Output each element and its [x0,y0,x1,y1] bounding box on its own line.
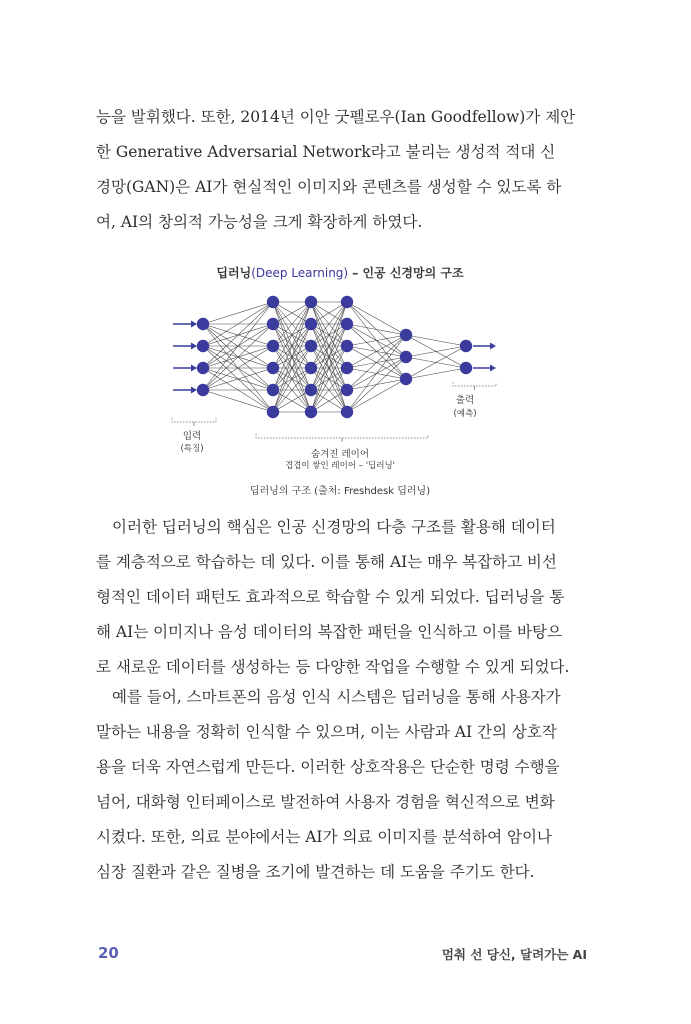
network-edge [347,335,406,368]
network-node [305,340,317,352]
input-label: 입력 [182,431,202,442]
network-node [341,362,353,374]
network-node [267,384,279,396]
paragraph-3 [96,680,586,890]
network-node [197,384,209,396]
network-edge [406,335,466,346]
text-line: 여, AI의 창의적 가능성을 크게 확장하게 하였다. [96,213,423,231]
paragraph-1 [96,100,586,240]
text-line: 시켰다. 또한, 의료 분야에서는 AI가 의료 이미지를 분석하여 암이나 [96,828,552,846]
input-arrow-head [191,343,197,350]
network-node [267,406,279,418]
network-node [305,362,317,374]
network-node [341,384,353,396]
network-node [305,318,317,330]
network-node [267,362,279,374]
network-edge [406,368,466,379]
text-line: 능을 발휘했다. 또한, 2014년 이안 굿펠로우(Ian Goodfellow)가 제안 [96,108,576,126]
hidden-layer-label: 숨겨진 레이어 [310,449,370,460]
hidden-bracket [256,434,428,438]
network-edge [203,302,273,324]
network-edge [347,357,406,412]
output-label: 출력 [455,395,475,406]
text-line: 심장 질환과 같은 질병을 조기에 발견하는 데 도움을 주기도 한다. [96,863,535,881]
output-bracket [453,382,496,386]
network-node [267,318,279,330]
network-node [197,340,209,352]
network-node [341,296,353,308]
network-edge [347,335,406,346]
network-node [400,351,412,363]
input-arrow-head [191,321,197,328]
text-line: 를 계층적으로 학습하는 데 있다. 이를 통해 AI는 매우 복잡하고 비선 [96,553,557,571]
network-edge [347,335,406,390]
text-line: 한 Generative Adversarial Network라고 불리는 생성적 적대 신 [96,143,556,161]
text-line: 이러한 딥러닝의 핵심은 인공 신경망의 다층 구조를 활용해 데이터 [112,518,556,536]
network-node [341,318,353,330]
figure-title: 딥러닝(Deep Learning) – 인공 신경망의 구조 [216,266,464,280]
network-node [460,340,472,352]
network-node [341,340,353,352]
input-sub-label: (특징) [180,444,204,454]
network-node [267,340,279,352]
neural-network-figure [160,262,520,502]
network-edge [347,302,406,335]
output-arrow-head [490,343,496,350]
network-node [400,329,412,341]
network-node [197,362,209,374]
page-number: 20 [98,944,119,962]
hidden-layer-sub-label: 겹겹이 쌓인 레이어 – '딥러닝' [284,461,396,471]
network-node [197,318,209,330]
network-node [400,373,412,385]
network-node [267,296,279,308]
network-node [305,406,317,418]
text-line: 경망(GAN)은 AI가 현실적인 이미지와 콘텐츠를 생성할 수 있도록 하 [96,178,562,196]
network-node [341,406,353,418]
figure-caption: 딥러닝의 구조 (출처: Freshdesk 딥러닝) [249,486,431,497]
output-sub-label: (예측) [453,409,477,419]
network-edge [347,335,406,412]
input-bracket [172,418,216,422]
network-edge [203,390,273,412]
network-node [305,384,317,396]
text-line: 로 새로운 데이터를 생성하는 등 다양한 작업을 수행할 수 있게 되었다. [96,658,570,676]
paragraph-2 [96,510,586,685]
text-line: 해 AI는 이미지나 음성 데이터의 복잡한 패턴을 인식하고 이를 바탕으 [96,623,562,641]
network-edge [203,302,273,368]
text-line: 용을 더욱 자연스럽게 만든다. 이러한 상호작용은 단순한 명령 수행을 [96,758,560,776]
network-edge [347,379,406,412]
running-title: 멈춰 선 당신, 달려가는 AI [441,947,587,962]
input-arrow-head [191,387,197,394]
network-node [460,362,472,374]
text-line: 말하는 내용을 정확히 인식할 수 있으며, 이는 사람과 AI 간의 상호작 [96,723,557,741]
text-line: 예를 들어, 스마트폰의 음성 인식 시스템은 딥러닝을 통해 사용자가 [112,688,561,706]
network-node [305,296,317,308]
network-edge [406,346,466,379]
input-arrow-head [191,365,197,372]
network-edge [406,346,466,357]
text-line: 넘어, 대화형 인터페이스로 발전하여 사용자 경험을 혁신적으로 변화 [96,793,555,811]
output-arrow-head [490,365,496,372]
text-line: 형적인 데이터 패턴도 효과적으로 학습할 수 있게 되었다. 딥러닝을 통 [96,588,565,606]
network-edge [347,324,406,335]
